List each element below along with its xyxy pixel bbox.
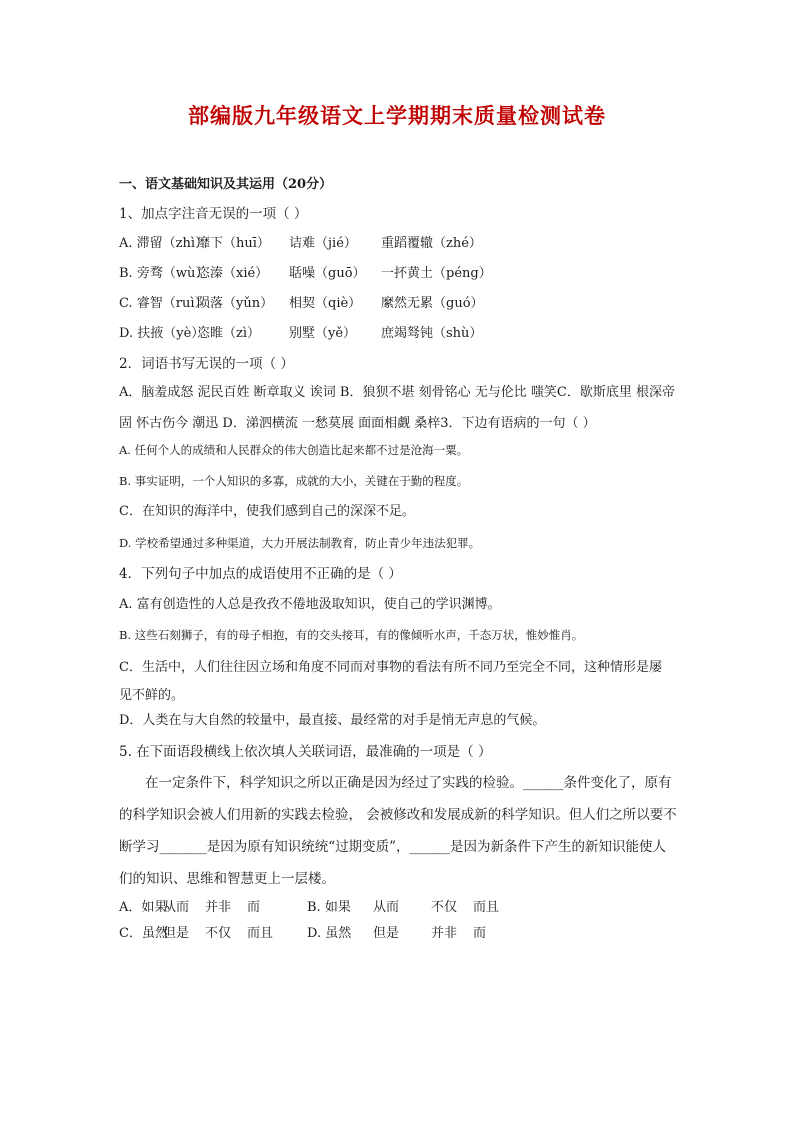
question-4-option-a: A. 富有创造性的人总是孜孜不倦地汲取知识，使自己的学识渊博。 [119, 597, 501, 612]
option-part: 陨落（yǔn） [197, 296, 274, 311]
option-part: 重蹈覆辙（zhé） [381, 236, 482, 251]
page-title: 部编版九年级语文上学期期末质量检测试卷 [188, 104, 606, 128]
option-part: A. 滞留（zhì） [119, 236, 209, 251]
option-word: A．如果 [119, 900, 168, 915]
question-1-option-d [119, 325, 679, 343]
question-1-option-c [119, 295, 679, 313]
question-5-passage: 在一定条件下，科学知识之所以正确是因为经过了实践的检验。______条件变化了，原有的科学知识会被人们用新的实践去检验， 会被修改和发展成新的科学知识。但人们之所以要不断学习_______是因为原有知识统统“过期变质”，______是因为新条件下产生的新知识能使人们的知识、思维和智慧更上一层楼。 [119, 775, 677, 887]
option-word: 并非 [205, 900, 232, 915]
option-word: C．虽然 [119, 926, 168, 941]
question-1-stem: 1、加点字注音无误的一项（ ） [119, 206, 308, 222]
option-part: D. 扶掖（yè） [119, 326, 205, 341]
option-word: 但是 [373, 926, 400, 941]
question-4-option-c: C．生活中，人们往往因立场和角度不同而对事物的看法有所不同乃至完全不同，这种情形是屡 见不鲜的。 [119, 660, 662, 703]
option-part: 恣睢（zì） [197, 326, 261, 341]
option-word: 而 [247, 900, 261, 915]
question-5-stem: 5. 在下面语段横线上依次填人关联词语，最准确的一项是（ ） [119, 744, 492, 760]
option-word: 而 [473, 926, 487, 941]
option-part: 庶竭驽钝（shù） [381, 326, 483, 341]
option-part: 縻然无累（guó） [381, 296, 484, 311]
option-part: C. 睿智（ruì） [119, 296, 208, 311]
option-part: 别墅（yě） [289, 326, 357, 341]
option-part: 靡下（huī） [197, 236, 270, 251]
option-word: 但是 [163, 926, 190, 941]
question-3-option-d: D. 学校希望通过多种渠道，大力开展法制教育，防止青少年违法犯罪。 [119, 536, 481, 550]
option-part: 聒噪（guō） [289, 266, 366, 281]
question-3-option-b: B. 事实证明，一个人知识的多寡，成就的大小，关键在于勤的程度。 [119, 474, 469, 488]
question-5-options-row1 [119, 899, 679, 917]
question-4-option-b: B. 这些石刻狮子，有的母子相抱，有的交头接耳，有的像倾听水声，千态万状，惟妙惟肖。 [119, 628, 584, 642]
option-part: 诘难（jié） [289, 236, 357, 251]
question-4-option-d: D．人类在与大自然的较量中，最直接、最经常的对手是悄无声息的气候。 [119, 713, 546, 728]
option-word: 并非 [431, 926, 458, 941]
option-part: 恣溱（xié） [197, 266, 269, 281]
question-4-stem: 4．下列句子中加点的成语使用不正确的是（ ） [119, 566, 402, 582]
option-part: B. 旁骛（wù） [119, 266, 209, 281]
option-word: B. 如果 [307, 900, 351, 915]
question-2-options: A．脑羞成怒 泥民百姓 断章取义 诶词 B．狼狈不堪 刻骨铭心 无与伦比 嗤笑C．歇斯底里 根深帝固 怀古伤今 潮迅 D．涕泗横流 一愁莫展 面面相觑 桑梓3．下边有语病的一句（ ） [119, 385, 675, 431]
question-3-option-c: C．在知识的海洋中，使我们感到自己的深深不足。 [119, 504, 415, 519]
option-word: 不仅 [205, 926, 232, 941]
option-word: 而且 [473, 900, 500, 915]
question-3-option-a: A. 任何个人的成绩和人民群众的伟大创造比起来都不过是沧海一粟。 [119, 443, 469, 457]
content [119, 176, 679, 943]
question-1-option-a [119, 235, 679, 253]
question-1-option-b [119, 265, 679, 283]
section-heading: 一、语文基础知识及其运用（20分） [119, 177, 333, 192]
option-part: 一抔黄土（péng） [381, 266, 492, 281]
option-word: 不仅 [431, 900, 458, 915]
option-part: 相契（qiè） [289, 296, 362, 311]
question-2-stem: 2．词语书写无误的一项（ ） [119, 356, 294, 372]
question-5-options-row2 [119, 925, 679, 943]
option-word: 从而 [373, 900, 400, 915]
option-word: D. 虽然 [307, 926, 352, 941]
option-word: 而且 [247, 926, 274, 941]
option-word: 从而 [163, 900, 190, 915]
